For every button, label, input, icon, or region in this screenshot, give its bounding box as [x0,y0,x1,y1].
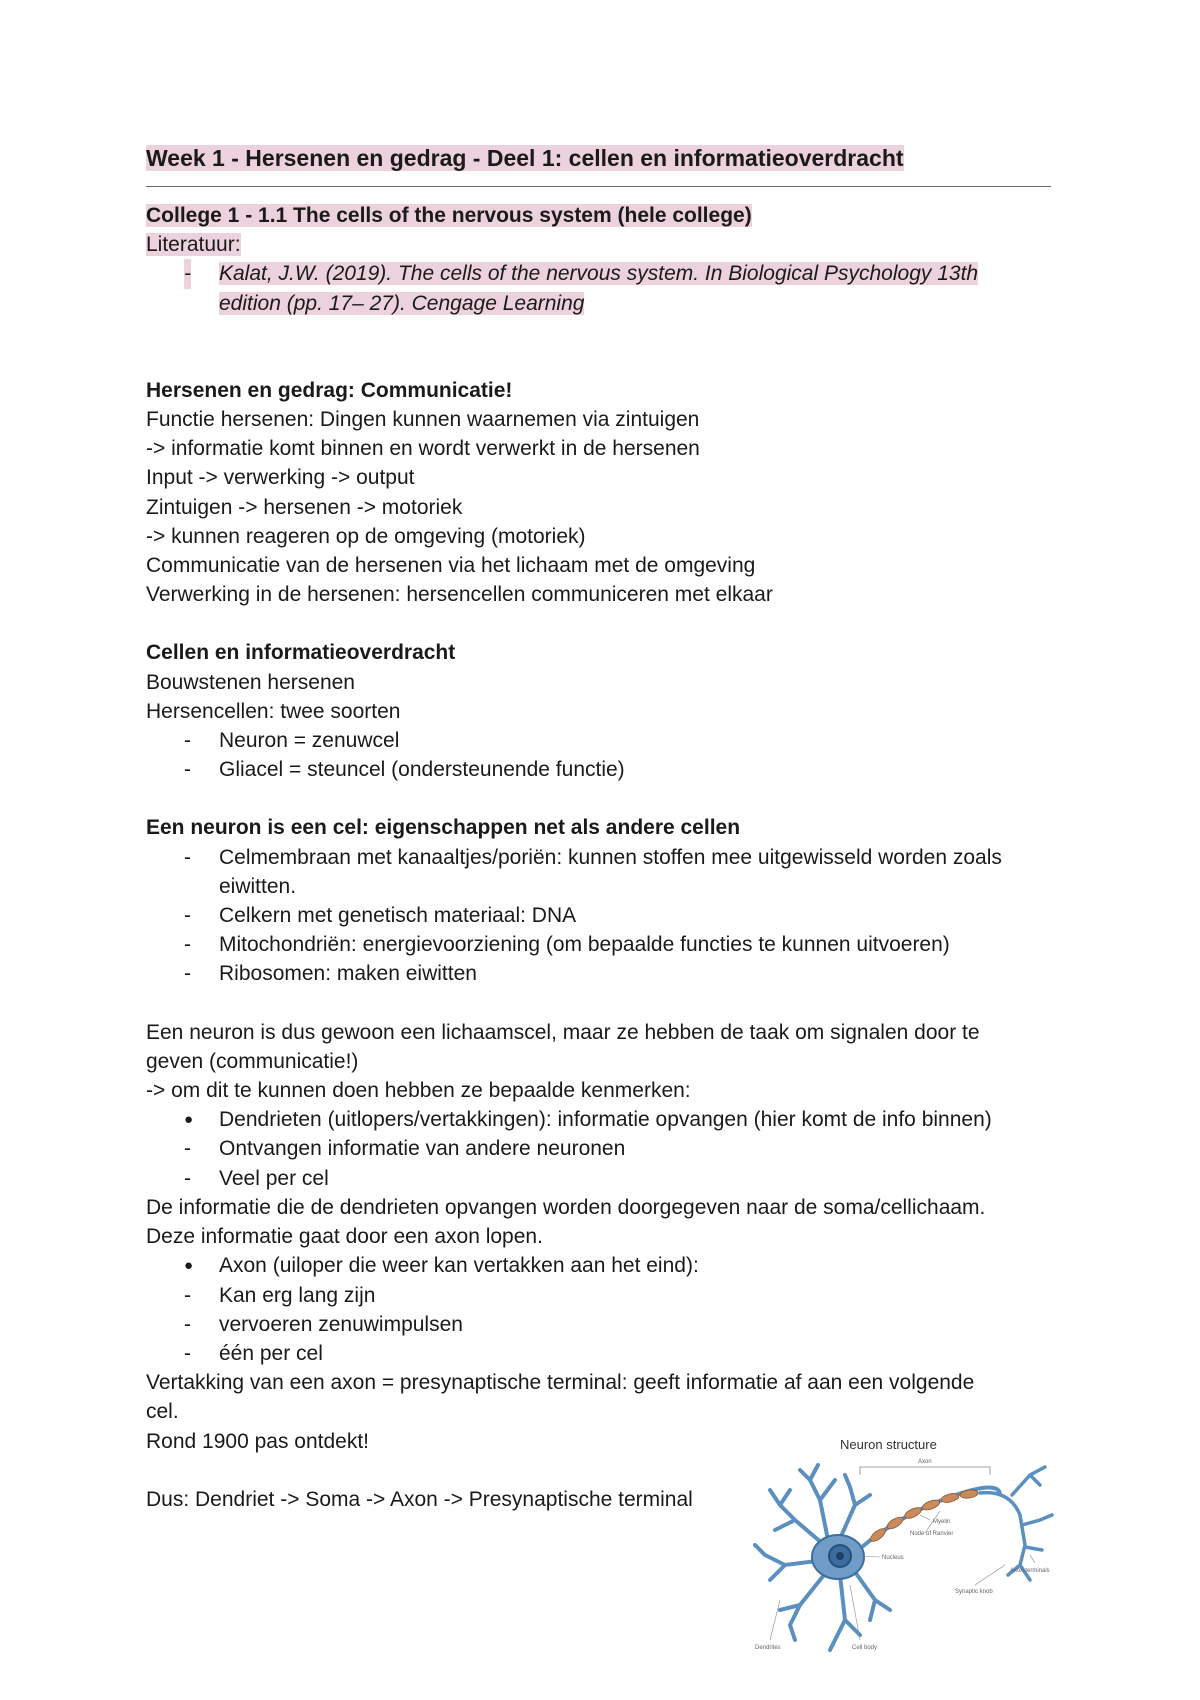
list-dash: - [184,1341,191,1365]
bullet-item: ● Axon (uiloper die weer kan vertakken aan het eind): [146,1251,1056,1280]
list-item: - één per cel [146,1339,1056,1368]
list-item: - Ribosomen: maken eiwitten [146,959,1056,988]
label-myelin: Myelin [933,1519,951,1525]
spacer [146,784,1056,813]
label-node-of-ranvier: Node of Ranvier [910,1531,954,1537]
list-item: - Celkern met genetisch materiaal: DNA [146,901,1056,930]
list-dash: - [184,933,191,957]
text-line: Een neuron is dus gewoon een lichaamscel, maar ze hebben de taak om signalen door te [146,1020,980,1044]
list-dash: - [184,1166,191,1190]
text-line: De informatie die de dendrieten opvangen worden doorgegeven naar de soma/cellichaam. [146,1195,986,1219]
list-dash: - [184,259,191,288]
text-line: Zintuigen -> hersenen -> motoriek [146,495,463,519]
diagram-title: Neuron structure [840,1437,937,1452]
list-dash: - [184,729,191,753]
nucleolus [836,1552,844,1560]
title-divider [146,186,1051,187]
text-line-summary: Dus: Dendriet -> Soma -> Axon -> Presynaptische terminal [146,1487,693,1511]
literature-label: Literatuur: [146,233,241,257]
bullet-mark: ● [184,1111,194,1129]
label-axon-terminals: Axon terminals [1010,1568,1050,1574]
axon-bracket [860,1467,990,1475]
list-item: - Neuron = zenuwcel [146,726,1056,755]
label-nucleus: Nucleus [882,1555,904,1561]
text-line: Input -> verwerking -> output [146,466,415,490]
text-line: geven (communicatie!) [146,1049,359,1073]
label-synaptic-knob: Synaptic knob [955,1589,993,1595]
label-axon: Axon [918,1459,932,1465]
college-heading: College 1 - 1.1 The cells of the nervous system (hele college) [146,204,752,227]
text-line: -> informatie komt binnen en wordt verwerkt in de hersenen [146,437,700,461]
text-line: Verwerking in de hersenen: hersencellen communiceren met elkaar [146,583,773,607]
section-heading-cellen: Cellen en informatieoverdracht [146,641,456,665]
list-item-continued: eiwitten. [219,874,297,898]
list-dash: - [184,904,191,928]
list-item: - Veel per cel [146,1164,1056,1193]
list-item: - Ontvangen informatie van andere neuronen [146,1134,1056,1163]
list-dash: - [184,845,191,869]
list-item: - vervoeren zenuwimpulsen [146,1310,1056,1339]
label-dendrites: Dendrites [755,1645,781,1651]
section-heading-neuron: Een neuron is een cel: eigenschappen net als andere cellen [146,816,741,840]
list-item: - Celmembraan met kanaaltjes/poriën: kunnen stoffen mee uitgewisseld worden zoals [146,843,1056,872]
list-item: - Gliacel = steuncel (ondersteunende functie) [146,755,1056,784]
neuron-structure-diagram [750,1435,1060,1665]
label-cell-body: Cell body [852,1645,878,1651]
spacer [146,989,1056,1018]
document-title: Week 1 - Hersenen en gedrag - Deel 1: cellen en informatieoverdracht [146,145,904,171]
bullet-item: ● Dendrieten (uitlopers/vertakkingen): informatie opvangen (hier komt de info binnen) [146,1105,1056,1134]
section-heading-communicatie: Hersenen en gedrag: Communicatie! [146,378,513,402]
text-line: Bouwstenen hersenen [146,670,355,694]
text-line: cel. [146,1400,179,1424]
text-line: -> kunnen reageren op de omgeving (motoriek) [146,524,586,548]
text-line: Rond 1900 pas ontdekt! [146,1429,370,1453]
list-item: - Mitochondriën: energievoorziening (om bepaalde functies te kunnen uitvoeren) [146,930,1056,959]
text-line: Functie hersenen: Dingen kunnen waarnemen via zintuigen [146,408,700,432]
text-line: Hersencellen: twee soorten [146,699,401,723]
list-dash: - [184,1137,191,1161]
literature-item-continued: edition (pp. 17– 27). Cengage Learning [219,291,585,315]
bullet-mark: ● [184,1257,194,1275]
text-line: Vertakking van een axon = presynaptische terminal: geeft informatie af aan een volgende [146,1371,975,1395]
axon [862,1487,1000,1547]
spacer [146,609,1056,638]
list-dash: - [184,1283,191,1307]
text-line: Communicatie van de hersenen via het lichaam met de omgeving [146,554,756,578]
text-line: -> om dit te kunnen doen hebben ze bepaalde kenmerken: [146,1079,691,1103]
text-line: Deze informatie gaat door een axon lopen. [146,1225,543,1249]
axon-terminals [980,1467,1052,1580]
list-dash: - [184,1312,191,1336]
literature-item: - Kalat, J.W. (2019). The cells of the nervous system. In Biological Psychology 13th [146,259,1056,288]
list-item: - Kan erg lang zijn [146,1281,1056,1310]
list-dash: - [184,758,191,782]
document-page [146,142,1056,1514]
spacer [146,318,1056,376]
list-dash: - [184,962,191,986]
